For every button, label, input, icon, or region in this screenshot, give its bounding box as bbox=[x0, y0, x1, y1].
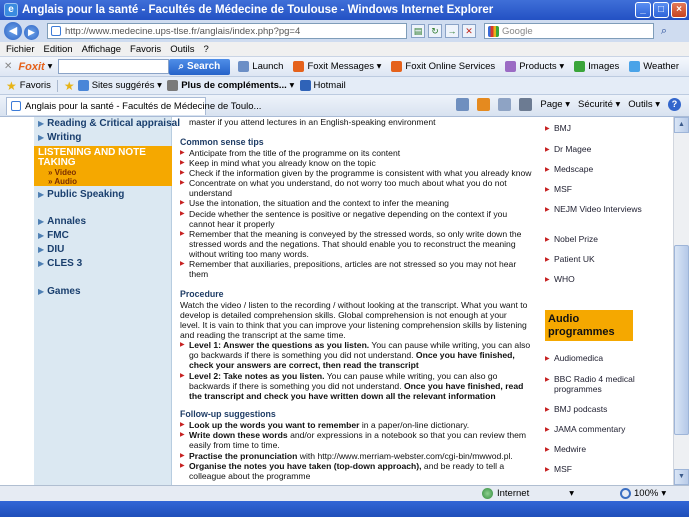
nav-cles3[interactable] bbox=[34, 258, 172, 269]
add-favorite-icon[interactable]: ★ bbox=[63, 78, 75, 93]
suggested-sites-icon bbox=[78, 80, 89, 91]
nav-arrow-icon: ▶ bbox=[38, 231, 45, 240]
page-content bbox=[0, 117, 673, 485]
foxit-logo: Foxit bbox=[18, 60, 45, 73]
taskbar bbox=[0, 501, 689, 517]
ie-app-icon: e bbox=[4, 3, 18, 17]
launch-label: Launch bbox=[252, 61, 284, 72]
page-menu-label: Page bbox=[540, 99, 563, 110]
level2-text: You can pause while writing, you can also go bbox=[324, 371, 498, 381]
nav-annales-label: Annales bbox=[47, 216, 87, 227]
followup-text: in a paper/on-line dictionary. bbox=[359, 420, 470, 430]
nav-fmc-label: FMC bbox=[47, 230, 69, 241]
level1-item bbox=[189, 340, 530, 350]
followup-text: with http://www.merriam-webster.com/cgi-bin/mwwod.pl. bbox=[297, 451, 513, 461]
common-sense-heading: Common sense tips bbox=[180, 137, 264, 147]
images-icon bbox=[574, 61, 585, 72]
procedure-text: and reading the transcript at the same time. bbox=[180, 330, 346, 340]
nav-listening-active[interactable] bbox=[34, 146, 172, 186]
tip-item: ▶ Keep in mind what you already know on the topic bbox=[189, 158, 376, 168]
tip-item: ▶ Check if the information given by the programme is consistent with what you already know bbox=[189, 168, 531, 178]
menu-outils[interactable]: Outils bbox=[170, 43, 195, 55]
menu-bar bbox=[0, 42, 689, 57]
nav-diu-label: DIU bbox=[47, 244, 65, 255]
weather-icon bbox=[629, 61, 640, 72]
tools-menu[interactable]: Outils ▾ bbox=[628, 99, 660, 110]
nav-games[interactable] bbox=[34, 286, 172, 297]
feeds-icon[interactable] bbox=[477, 98, 490, 111]
weather-button[interactable] bbox=[629, 61, 679, 72]
intro-text: master if you attend lectures in an English-speaking environment bbox=[189, 117, 436, 127]
tip-item: ▶ Concentrate on what you understand, do not worry too much about what you do not bbox=[189, 178, 507, 188]
link-nobel-prize[interactable]: ▶ Nobel Prize bbox=[554, 234, 649, 244]
favorites-label[interactable]: Favoris bbox=[19, 80, 51, 91]
page-icon bbox=[51, 26, 61, 36]
addons-icon bbox=[167, 80, 178, 91]
foxit-toolbar bbox=[0, 57, 689, 77]
tip-item: ▶ Decide whether the sentence is positive or negative depending on the context if you bbox=[189, 209, 507, 219]
level2-line2 bbox=[189, 381, 523, 391]
menu-edition[interactable]: Edition bbox=[43, 43, 73, 55]
url-text: http://www.medecine.ups-tlse.fr/anglais/index.php?pg=4 bbox=[65, 25, 301, 37]
protected-mode-icon[interactable]: ▾ bbox=[569, 488, 574, 499]
images-button[interactable] bbox=[574, 61, 619, 72]
foxit-search-button[interactable] bbox=[169, 59, 231, 75]
level2-bold: Once you have finished, read bbox=[403, 381, 524, 391]
products-label: Products bbox=[519, 61, 557, 72]
page-margin bbox=[0, 117, 34, 485]
menu-affichage[interactable]: Affichage bbox=[81, 43, 122, 55]
menu-help[interactable]: ? bbox=[203, 43, 209, 55]
status-bar bbox=[0, 485, 689, 501]
window-title: Anglais pour la santé - Facultés de Médecine de Toulouse - Windows Internet Explorer bbox=[22, 4, 494, 16]
search-input[interactable] bbox=[484, 23, 654, 39]
search-go-icon[interactable]: ⌕ bbox=[660, 25, 668, 37]
nav-annales[interactable] bbox=[34, 216, 172, 227]
tab-bar bbox=[0, 95, 689, 117]
go-icon[interactable]: → bbox=[445, 24, 459, 38]
level1-text: go backwards if there is something you did not understand. bbox=[189, 350, 416, 360]
search-placeholder: Google bbox=[502, 25, 533, 37]
address-actions bbox=[411, 24, 476, 38]
divider bbox=[57, 80, 58, 92]
nav-writing[interactable] bbox=[34, 132, 172, 143]
link-bmj-podcasts[interactable]: ▶ BMJ podcasts bbox=[554, 404, 649, 414]
internet-globe-icon bbox=[482, 488, 493, 499]
tip-item-cont: cannot hear it properly bbox=[189, 219, 275, 229]
close-button[interactable]: × bbox=[671, 2, 687, 18]
procedure-heading: Procedure bbox=[180, 289, 224, 299]
security-menu-label: Sécurité bbox=[578, 99, 613, 110]
window-controls bbox=[635, 2, 687, 18]
nav-arrow-icon: ▶ bbox=[38, 287, 45, 296]
nav-arrow-icon: ▶ bbox=[38, 245, 45, 254]
followup-item bbox=[189, 451, 513, 461]
level2-text: backwards if there is something you did not understand. bbox=[189, 381, 404, 391]
link-medwire[interactable]: ▶ Medwire bbox=[554, 444, 649, 454]
products-button[interactable]: Products ▾ bbox=[505, 61, 564, 72]
nav-listening-line2: TAKING bbox=[38, 157, 76, 168]
scroll-down-arrow-icon[interactable]: ▼ bbox=[674, 469, 689, 485]
hotmail-icon bbox=[300, 80, 311, 91]
nav-arrow-icon: ▶ bbox=[38, 217, 45, 226]
menu-fichier[interactable]: Fichier bbox=[6, 43, 35, 55]
foxit-dropdown-icon[interactable]: ▾ bbox=[47, 61, 53, 72]
menu-favoris[interactable]: Favoris bbox=[130, 43, 162, 55]
nav-fmc[interactable] bbox=[34, 230, 172, 241]
followup-text: and/or expressions in a notebook so that you can review them bbox=[287, 430, 527, 440]
launch-button[interactable] bbox=[238, 61, 283, 72]
tip-item-cont: them bbox=[189, 269, 209, 279]
home-icon[interactable] bbox=[456, 98, 469, 111]
favorites-bar: ★ Favoris ★ Sites suggérés ▾ Plus de compléments... ▾ Hotmail bbox=[0, 77, 689, 95]
level1-bold: check your answers are correct, then read the transcript bbox=[189, 360, 419, 370]
tip-item-cont: understand bbox=[189, 188, 233, 198]
tip-item-cont: stressed words and the negations. That should enable you to reconstruct the meaning bbox=[189, 239, 516, 249]
tip-item-cont: without writing too many words. bbox=[189, 249, 309, 259]
level1-line3 bbox=[189, 360, 419, 370]
resources-column bbox=[540, 117, 673, 485]
hotmail-link[interactable]: Hotmail bbox=[313, 80, 346, 91]
followup-item-cont: easily from time to time. bbox=[189, 440, 280, 450]
foxit-messages-button[interactable]: Foxit Messages ▾ bbox=[293, 61, 381, 72]
nav-games-label: Games bbox=[47, 286, 81, 297]
tab-page-icon bbox=[11, 101, 21, 111]
google-icon bbox=[488, 26, 499, 37]
nav-reading-label: Reading & Critical appraisal bbox=[47, 118, 180, 129]
left-navigation bbox=[34, 117, 180, 485]
images-label: Images bbox=[588, 61, 620, 72]
followup-item bbox=[189, 430, 526, 440]
link-jama-commentary[interactable]: ▶ JAMA commentary bbox=[554, 424, 649, 434]
main-article bbox=[180, 117, 532, 485]
nav-writing-label: Writing bbox=[47, 132, 82, 143]
tip-item: ▶ Remember that the meaning is conveyed by the stressed words, so only write down the bbox=[189, 229, 521, 239]
nav-public-speaking[interactable] bbox=[34, 189, 172, 200]
refresh-icon[interactable]: ↻ bbox=[428, 24, 442, 38]
launch-icon bbox=[238, 61, 249, 72]
procedure-text: develop is detailed comprehension skills. Global comprehension is not enough at your bbox=[180, 310, 507, 320]
audio-programmes-heading: Audio programmes bbox=[545, 310, 633, 341]
zone-label: Internet bbox=[497, 488, 530, 499]
back-button[interactable]: ◀ bbox=[4, 22, 22, 40]
link-dr-magee[interactable]: ▶ Dr Magee bbox=[554, 144, 649, 154]
scroll-up-arrow-icon[interactable]: ▲ bbox=[674, 117, 689, 133]
url-field[interactable] bbox=[47, 23, 407, 39]
title-bar bbox=[0, 0, 689, 20]
weather-label: Weather bbox=[643, 61, 679, 72]
suggested-sites-link[interactable]: Sites suggérés bbox=[91, 80, 155, 91]
print-icon[interactable] bbox=[519, 98, 532, 111]
link-bbc-radio4[interactable]: ▶ BBC Radio 4 medical programmes bbox=[554, 374, 649, 394]
tip-item: ▶ Remember that auxiliaries, prepositions, articles are not stressed so you may not hear bbox=[189, 259, 516, 269]
followup-item-cont: colleague about the programme bbox=[189, 471, 311, 481]
followup-text: and be ready to tell a bbox=[421, 461, 505, 471]
level1-bold: Once you have finished, bbox=[415, 350, 515, 360]
tip-item: ▶ Use the intonation, the situation and the context to infer the meaning bbox=[189, 198, 449, 208]
followup-item bbox=[189, 461, 504, 471]
zoom-control[interactable] bbox=[620, 488, 666, 499]
followup-bold: Write down these words bbox=[189, 430, 288, 440]
nav-cles3-label: CLES 3 bbox=[47, 258, 83, 269]
level2-line3 bbox=[189, 391, 496, 401]
nav-reading[interactable] bbox=[34, 118, 180, 129]
level2-item bbox=[189, 371, 497, 381]
procedure-text: Watch the video / listen to the recording / without looking at the transcript. What you want to bbox=[180, 300, 528, 310]
followup-item bbox=[189, 420, 469, 430]
compatibility-icon[interactable]: ▤ bbox=[411, 24, 425, 38]
messages-icon bbox=[293, 61, 304, 72]
link-bmj[interactable]: ▶ BMJ bbox=[554, 123, 649, 133]
link-audiomedica[interactable]: ▶ Audiomedica bbox=[554, 353, 649, 363]
online-services-icon bbox=[391, 61, 402, 72]
foxit-online-services-button[interactable] bbox=[391, 61, 495, 72]
procedure-text: level. It is vain to think that you can improve your listening comprehension skills by listening bbox=[180, 320, 527, 330]
foxit-search-label: Search bbox=[186, 60, 221, 72]
nav-video[interactable]: » Video bbox=[48, 168, 77, 177]
followup-bold: Organise the notes you have taken (top-down approach), bbox=[189, 461, 422, 471]
nav-arrow-icon: ▶ bbox=[38, 259, 45, 268]
foxit-online-services-label: Foxit Online Services bbox=[405, 61, 496, 72]
stop-icon[interactable]: ✕ bbox=[462, 24, 476, 38]
minimize-button[interactable]: _ bbox=[635, 2, 651, 18]
nav-public-speaking-label: Public Speaking bbox=[47, 189, 125, 200]
security-menu[interactable]: Sécurité ▾ bbox=[578, 99, 621, 110]
level1-line2 bbox=[189, 350, 515, 360]
nav-arrow-icon: ▶ bbox=[38, 190, 45, 199]
nav-arrow-icon: ▶ bbox=[38, 133, 45, 142]
followup-heading: Follow-up suggestions bbox=[180, 409, 276, 419]
nav-arrow-icon: ▶ bbox=[38, 119, 45, 128]
level1-bold: Level 1: Answer the questions as you listen. bbox=[189, 340, 370, 350]
maximize-button[interactable]: □ bbox=[653, 2, 669, 18]
link-msf[interactable]: ▶ MSF bbox=[554, 184, 649, 194]
zoom-level: 100% bbox=[634, 488, 659, 499]
level2-bold: Level 2: Take notes as you listen. bbox=[189, 371, 325, 381]
scroll-thumb[interactable] bbox=[674, 245, 689, 435]
vertical-scrollbar[interactable] bbox=[673, 117, 689, 485]
address-bar bbox=[0, 20, 689, 42]
products-icon bbox=[505, 61, 516, 72]
foxit-messages-label: Foxit Messages bbox=[307, 61, 374, 72]
link-medscape[interactable]: ▶ Medscape bbox=[554, 164, 649, 174]
mail-icon[interactable] bbox=[498, 98, 511, 111]
tab-title: Anglais pour la santé - Facultés de Médecine de Toulo... bbox=[25, 100, 262, 112]
nav-audio[interactable]: » Audio bbox=[48, 177, 78, 186]
security-zone[interactable] bbox=[482, 488, 574, 499]
zoom-dropdown-icon[interactable]: ▾ bbox=[661, 488, 667, 499]
close-toolbar-icon[interactable]: ✕ bbox=[4, 61, 13, 72]
forward-button[interactable]: ▶ bbox=[24, 25, 39, 40]
foxit-search-input[interactable] bbox=[58, 59, 168, 74]
nav-listening-line1: LISTENING AND NOTE bbox=[38, 147, 146, 158]
link-who[interactable]: ▶ WHO bbox=[554, 274, 649, 284]
level2-bold: the transcript and check you have written down all the relevant information bbox=[189, 391, 496, 401]
link-msf-audio[interactable]: ▶ MSF bbox=[554, 464, 649, 474]
more-addons-link[interactable]: Plus de compléments... bbox=[181, 80, 287, 91]
level1-text: You can pause while writing, you can also bbox=[369, 340, 531, 350]
zoom-icon bbox=[620, 488, 631, 499]
favorites-star-icon[interactable]: ★ bbox=[6, 78, 17, 93]
link-patient-uk[interactable]: ▶ Patient UK bbox=[554, 254, 649, 264]
tab-active[interactable] bbox=[6, 97, 262, 115]
followup-bold: Look up the words you want to remember bbox=[189, 420, 360, 430]
search-icon: ⌕ bbox=[178, 60, 187, 72]
tools-menu-label: Outils bbox=[628, 99, 653, 110]
nav-diu[interactable] bbox=[34, 244, 172, 255]
followup-bold: Practise the pronunciation bbox=[189, 451, 298, 461]
help-icon[interactable]: ? bbox=[668, 98, 681, 111]
command-bar bbox=[456, 98, 681, 111]
link-nejm-video[interactable]: ▶ NEJM Video Interviews bbox=[554, 204, 649, 214]
tip-item: ▶ Anticipate from the title of the programme on its content bbox=[189, 148, 400, 158]
page-menu[interactable]: Page ▾ bbox=[540, 99, 570, 110]
